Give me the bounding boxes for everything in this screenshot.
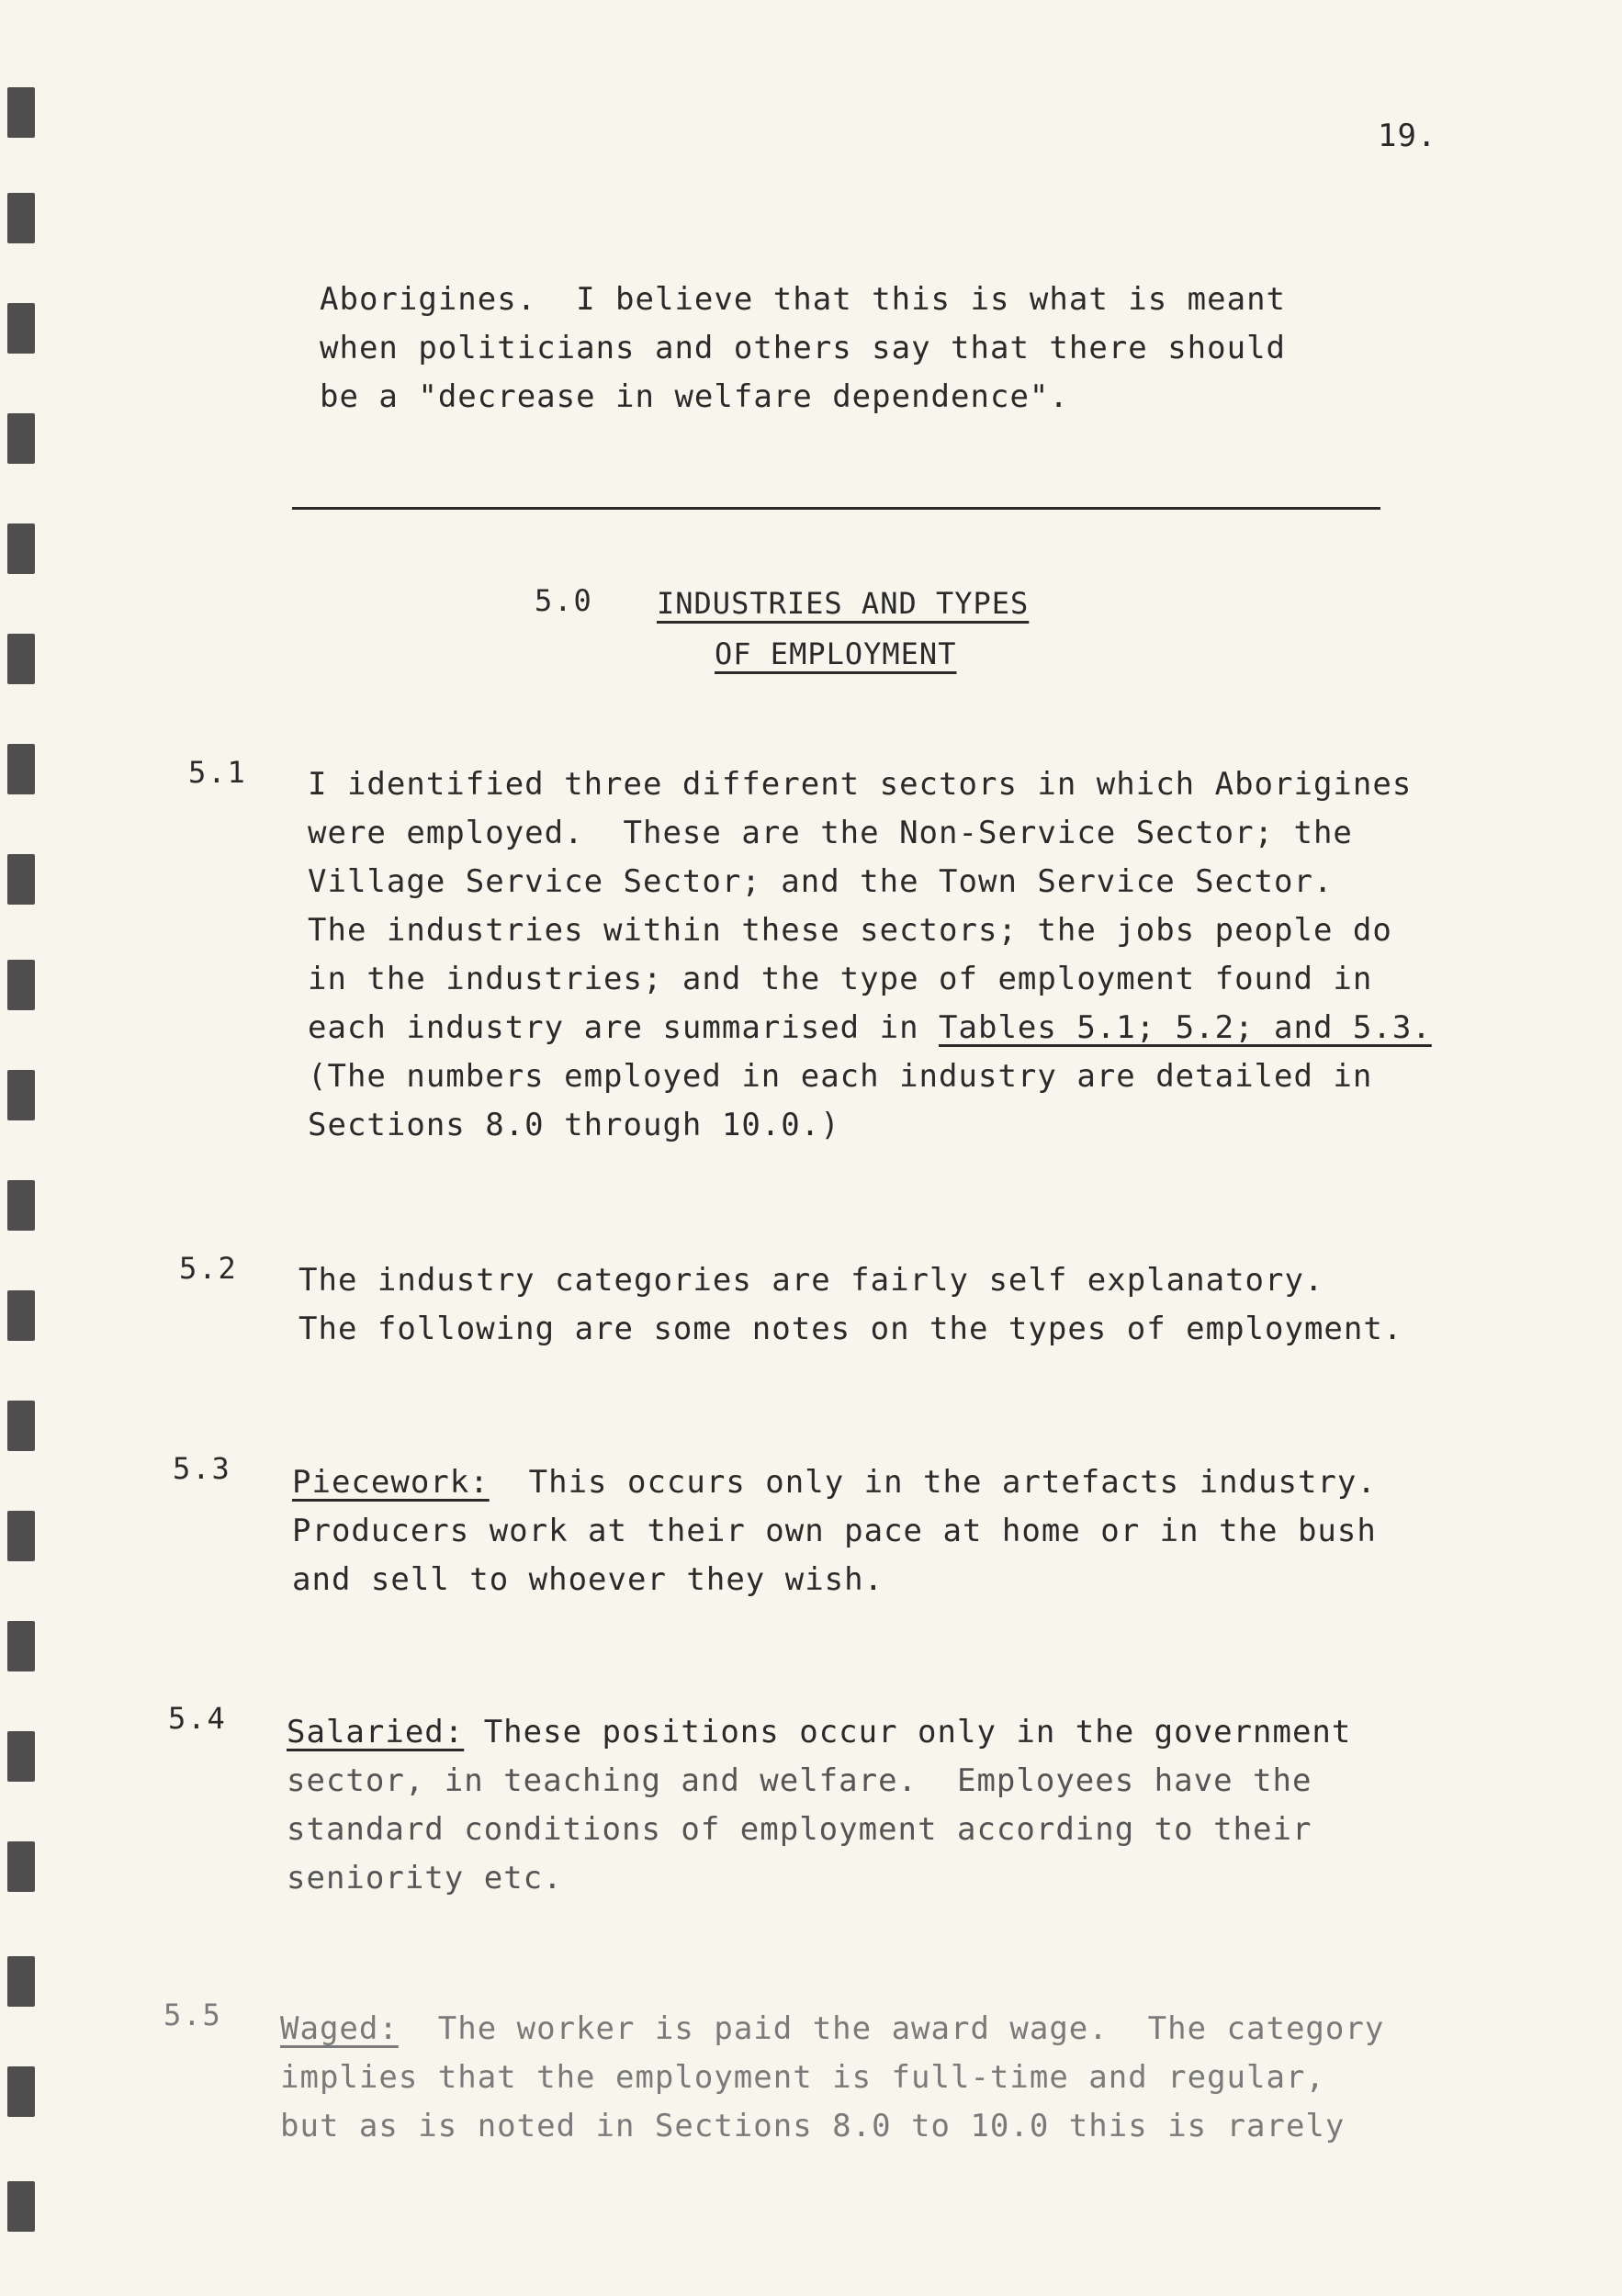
text-line: seniority etc.: [287, 1860, 563, 1896]
heading-title-line-1: INDUSTRIES AND TYPES: [657, 586, 1030, 621]
text-line: Village Service Sector; and the Town Service Sector.: [308, 863, 1334, 900]
binding-hole: [7, 960, 35, 1010]
text-line: were employed. These are the Non-Service Sector; the: [308, 815, 1353, 851]
text-line: I identified three different sectors in which Aborigines: [308, 766, 1413, 803]
text-line: be a "decrease in welfare dependence".: [320, 378, 1069, 415]
term-piecework: Piecework:: [292, 1464, 490, 1501]
binding-hole: [7, 1290, 35, 1341]
binding-hole: [7, 1731, 35, 1782]
text-line: sector, in teaching and welfare. Employees have the: [287, 1762, 1312, 1799]
text-line: The industry categories are fairly self explanatory.: [298, 1262, 1324, 1299]
section-number: 5.4: [168, 1701, 227, 1736]
section-5-5-paragraph: [280, 2005, 1384, 2151]
text-fragment: each industry are summarised in: [308, 1009, 940, 1046]
text-line: [308, 1004, 1432, 1052]
binding-hole: [7, 1401, 35, 1451]
text-line: Aborigines. I believe that this is what is meant: [320, 281, 1287, 318]
text-line: in the industries; and the type of employment found in: [308, 961, 1373, 997]
binding-hole: [7, 1180, 35, 1231]
text-line: The following are some notes on the types of employment.: [298, 1311, 1403, 1347]
section-divider: [292, 507, 1380, 510]
binding-hole: [7, 303, 35, 354]
section-number: 5.3: [173, 1451, 231, 1486]
binding-hole: [7, 523, 35, 574]
binding-hole: [7, 413, 35, 464]
section-5-1-paragraph: [308, 760, 1432, 1150]
text-fragment: This occurs only in the artefacts industry.: [489, 1464, 1377, 1501]
binding-hole: [7, 1070, 35, 1120]
term-waged: Waged:: [280, 2010, 399, 2047]
binding-hole: [7, 634, 35, 684]
section-number: 5.5: [163, 1998, 222, 2032]
section-5-3-paragraph: [292, 1458, 1377, 1604]
binding-hole: [7, 193, 35, 243]
text-fragment: These positions occur only in the government: [464, 1714, 1352, 1750]
tables-reference: Tables 5.1; 5.2; and 5.3.: [939, 1009, 1432, 1046]
text-line: Producers work at their own pace at home or in the bush: [292, 1513, 1377, 1549]
text-line: Sections 8.0 through 10.0.): [308, 1107, 840, 1143]
heading-number: 5.0: [535, 583, 593, 618]
text-line: [292, 1458, 1377, 1507]
heading-title-line-2: OF EMPLOYMENT: [715, 636, 957, 671]
binding-hole: [7, 1841, 35, 1892]
page-number: 19.: [1378, 118, 1437, 154]
binding-hole: [7, 1511, 35, 1561]
binding-holes: [0, 0, 55, 2296]
binding-hole: [7, 1956, 35, 2007]
binding-hole: [7, 744, 35, 794]
text-line: The industries within these sectors; the jobs people do: [308, 912, 1392, 949]
text-line: and sell to whoever they wish.: [292, 1561, 884, 1598]
binding-hole: [7, 854, 35, 905]
term-salaried: Salaried:: [287, 1714, 465, 1750]
text-line: [280, 2005, 1384, 2054]
binding-hole: [7, 87, 35, 138]
binding-hole: [7, 1621, 35, 1671]
text-line: (The numbers employed in each industry are detailed in: [308, 1058, 1373, 1095]
text-line: but as is noted in Sections 8.0 to 10.0 this is rarely: [280, 2108, 1346, 2144]
section-5-4-paragraph: [287, 1708, 1351, 1903]
section-number: 5.2: [179, 1251, 238, 1286]
intro-paragraph: [320, 276, 1286, 422]
text-fragment: The worker is paid the award wage. The category: [398, 2010, 1385, 2047]
section-5-2-paragraph: [298, 1256, 1402, 1354]
binding-hole: [7, 2066, 35, 2117]
section-number: 5.1: [188, 755, 247, 790]
binding-hole: [7, 2181, 35, 2232]
text-line: standard conditions of employment according to their: [287, 1811, 1312, 1848]
text-line: when politicians and others say that there should: [320, 330, 1287, 366]
text-line: [287, 1708, 1351, 1757]
text-line: implies that the employment is full-time and regular,: [280, 2059, 1325, 2096]
